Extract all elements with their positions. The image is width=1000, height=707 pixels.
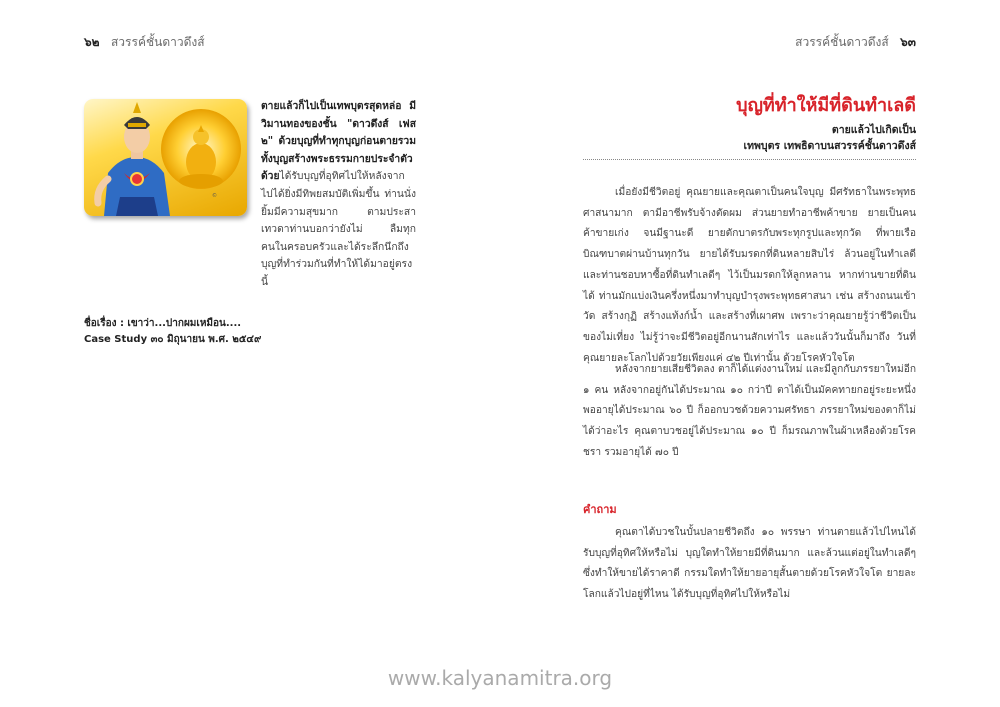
question-heading: คำถาม [583, 503, 617, 516]
question-paragraph [583, 523, 916, 606]
right-page-number: ๖๓ [900, 35, 916, 49]
left-page-header [84, 33, 205, 52]
dotted-divider [583, 159, 916, 160]
chapter-subtitle [744, 122, 917, 154]
intro-body-text: ได้รับบุญที่อุทิศไปให้หลังจากไปได้ยิ่งมีทิพยสมบัติเพิ่มขึ้น ท่านนั่งยิ้มมีความสุขมาก ตามประสาเทวดาท่านบอกว่ายังไม่ ลืมทุกคนในครอบครัวและได้ระลึกนึกถึงบุญที่ทำร่วมกันที่ทำให้ได้มาอยู่ตรงนี้ [261, 170, 416, 288]
svg-text:©: © [212, 193, 217, 199]
question-text: คุณตาได้บวชในบั้นปลายชีวิตถึง ๑๐ พรรษา ท่านตายแล้วไปไหนได้รับบุญที่อุทิศให้หรือไม่ บุญใดทำให้ยายมีที่ดินมาก และล้วนแต่อยู่ในทำเลดีๆ ซึ่งทำให้ขายได้ราคาดี กรรมใดทำให้ยายอายุสั้นตายด้วยโรคหัวใจโต ยายละโลกแล้วไปอยู่ที่ไหน ได้รับบุญที่อุทิศไปให้หรือไม่ [583, 527, 916, 601]
source-title: ชื่อเรื่อง : เขาว่า...ปากผมเหมือน.... [84, 318, 242, 329]
deva-figure-icon [84, 99, 247, 216]
source-date: Case Study ๓๐ มิถุนายน พ.ศ. ๒๕๔๙ [84, 334, 262, 345]
left-running-title: สวรรค์ชั้นดาวดึงส์ [110, 35, 205, 49]
story-paragraph-2 [583, 360, 916, 464]
website-footer: www.kalyanamitra.org [387, 666, 613, 690]
deva-illustration [84, 99, 247, 216]
intro-bold-text: ตายแล้วก็ไปเป็นเทพบุตรสุดหล่อ มีวิมานทองของชั้น "ดาวดึงส์ เฟส ๒" ด้วยบุญที่ทำทุกบุญก่อนตายรวมทั้งบุญสร้างพระธรรมกายประจำตัวด้วย [261, 100, 416, 183]
source-citation [84, 316, 261, 348]
paragraph-1-text: เมื่อยังมีชีวิตอยู่ คุณยายและคุณตาเป็นคนใจบุญ มีศรัทธาในพระพุทธศาสนามาก ตามีอาชีพรับจ้างตัดผม ส่วนยายทำอาชีพค้าขาย ยายเป็นคนค้าขายเก่ง จนมีฐานะดี ยายตักบาตรกับพระทุกรูปและทุกวัด ที่พายเรือบิณฑบาตผ่านบ้านทุกวัน ยายได้รับมรดกที่ดินหลายสิบไร่ ล้วนอยู่ในทำเลดี และท่านชอบหาซื้อที่ดินทำเลดีๆ ไว้เป็นมรดกให้ลูกหลาน หากท่านขายที่ดินได้ ท่านมักแบ่งเงินครึ่งหนึ่งมาทำบุญบำรุงพระพุทธศาสนา เช่น สร้างถนนเข้าวัด สร้างกุฏิ สร้างแท้งก์น้ำ และสร้างที่เผาศพ เพราะว่าคุณยายรู้ว่าชีวิตเป็นของไม่เที่ยง ไม่รู้ว่าจะมีชีวิตอยู่อีกนานสักเท่าไร และแล้ววันนั้นก็มาถึง วันที่คุณยายละโลกไปด้วยวัยเพียงแค่ ๔๒ ปีเท่านั้น ด้วยโรคหัวใจโต [583, 187, 916, 364]
subtitle-line-2: เทพบุตร เทพธิดาบนสวรรค์ชั้นดาวดึงส์ [743, 140, 916, 152]
subtitle-line-1: ตายแล้วไปเกิดเป็น [831, 124, 916, 136]
left-page-number: ๖๒ [84, 35, 100, 49]
chapter-title: บุญที่ทำให้มีที่ดินทำเลดี [736, 95, 916, 116]
paragraph-2-text: หลังจากยายเสียชีวิตลง ตาก็ได้แต่งงานใหม่ และมีลูกกับภรรยาใหม่อีก ๑ คน หลังจากอยู่กันได้ประมาณ ๑๐ กว่าปี ตาได้เป็นมัคคทายกอยู่ระยะหนึ่ง พออายุได้ประมาณ ๖๐ ปี ก็ออกบวชด้วยความศรัทธา ภรรยาใหม่ของตาก็ไม่ได้ว่าอะไร คุณตาบวชอยู่ได้ประมาณ ๑๐ ปี ก็มรณภาพในผ้าเหลืองด้วยโรคชรา รวมอายุได้ ๗๐ ปี [583, 364, 916, 458]
right-page-header [795, 33, 916, 52]
left-intro-text [261, 98, 416, 292]
story-paragraph-1 [583, 183, 916, 369]
right-running-title: สวรรค์ชั้นดาวดึงส์ [795, 35, 889, 49]
